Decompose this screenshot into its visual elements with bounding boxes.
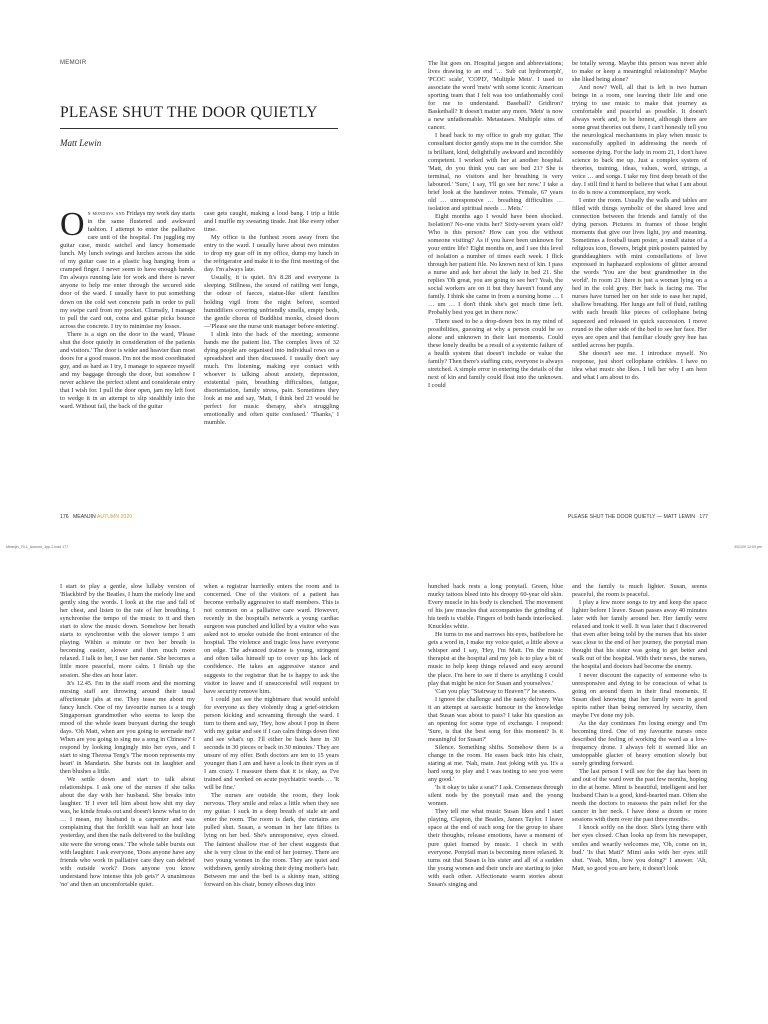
paragraph: case gets caught, making a loud bang. I trip a little and I muffle my swearing tirade. Just like every other time. xyxy=(204,210,339,234)
paragraph: I head back to my office to grab my guitar. The consultant doctor gently stops me in the corridor. She is brilliant, kind, delightfully awkward and incredibly competent. I worked with her at another hospital. 'Matt, do you think you can see bed 21? She is terminal, no visitors and her breathing is very laboured.' 'Sure,' I say, 'I'll go see her now.' I take a brief look at the handover notes. 'Female, 67 years old … unresponsive … breathing difficulties … isolation and spiritual needs … Mets.' xyxy=(428,132,563,212)
paragraph: It's 12.45. I'm in the staff room and the morning nursing staff are throwing around their usual affectionate jabs at me. They tease me about my fancy lunch. One of my favourite nurses is a tough Singaporean grandmother who seems to keep the mood of the whole team buoyant during the tough days. 'Oh Matt, when are you going to serenade me? When are you going to sing me a song in Chinese?' I respond by looking longingly into her eyes, and I start to sing Theresa Teng's 'The moon represents my heart' in Mandarin. She bursts out in laughter and then blushes a little. xyxy=(60,679,195,776)
top-column-3 xyxy=(428,60,563,508)
paragraph: I start to play a gentle, slow lullaby version of 'Blackbird' by the Beatles, I hum the melody line and gently sing the words. I look at the rise and fall of her chest, and listen to the rate of her breathing. I synchronise the tempo of the music to it and then start to slow the music down. Somehow her breath starts to synchronise with the slower tempo I am playing. Within a minute or two her breath is becoming easier, slower and then much more relaxed. I talk to her, I use her name. She becomes a little more peaceful, more calm. I finish up the session. She dies an hour later. xyxy=(60,583,195,679)
paragraph: I ignore the challenge and the nasty delivery. Was it an attempt at sarcastic humour in the knowledge that Susan was about to pass? I take his question as an opening for some type of exchange. I respond: 'Sure, is that the best song for this moment? Is it meaningful for Susan?' xyxy=(428,695,563,743)
magazine-name: MEANJIN xyxy=(72,514,96,520)
top-column-2 xyxy=(204,210,339,508)
footer-left xyxy=(60,514,132,520)
paragraph: We settle down and start to talk about relationships. I ask one of the nurses if she talks about the day with her husband. She breaks into laughter. 'If I ever tell him about how shit my day was, he kinda freaks out and doesn't know what to do … I mean, my husband is a carpenter and was complaining that the forklift was half an hour late yesterday, and then the nails delivered to the building site were the wrong ones.' The whole table bursts out with laughter. I ask everyone, 'Does anyone have any friends who work in palliative care they can debrief with outside work? Does anyone you know understand how intense this job gets?' A unanimous 'no' and then an uncomfortable quiet. xyxy=(60,776,195,888)
paragraph: I enter the room. Usually the walls and tables are filled with things symbolic of the shared love and connection between the friends and family of the dying person. Pictures in frames of those bright moments that give our lives light, joy and meaning. Sometimes a football team poster, a small statue of a religious icon, flowers, bright pink posters painted by granddaughters with mini constellations of love expressed in haphazard explosions of glitter around the words 'You are the best grandmother in the world'. In room 21 there is just a woman lying on a bed in the cold grey. Her back is facing me. The nurses have turned her on her side to ease her rapid, shallow breathing. Her lungs are full of fluid, rattling with each breath like pieces of cellophane being squeezed and released in quick succession. I move round to the other side of the bed to see her face. Her eyes are open and that familiar cloudy grey hue has settled across her pupils. xyxy=(572,196,707,349)
title-rule xyxy=(60,128,338,129)
paragraph: And now? Well, all that is left is two human beings in a room, one leaving their life and one trying to use music to make that journey as comfortable and peaceful as possible. It doesn't always work and, to be honest, although there are some great theories out there, I can't honestly tell you the neurological mechanisms in play when music is successfully applied in addressing the needs of someone dying. For the lady in room 21, I don't have science to back me up. Just a complex system of theories, training, ideas, values, word, strings, a voice … and songs. I take my first deep breath of the day. I still find it hard to believe that what I am about to do is now a commonplace, my work. xyxy=(572,84,707,196)
bottom-column-4 xyxy=(572,583,707,1024)
paragraph: I knock softly on the door. She's lying there with her eyes closed. Chan looks up from his newspaper, smiles and wearily welcomes me, 'Oh, come on in, bud.' 'Is that Matt?' Mimi asks with her eyes still shut. 'Yeah, Mim, how you doing?' I answer. 'Ah, Matt, so good you are here, it doesn't look xyxy=(572,824,707,872)
issue-label: AUTUMN 2020 xyxy=(96,514,133,520)
paragraph: They tell me what music Susan likes and I start playing, Clapton, the Beatles, James Taylor. I leave space at the end of each song for the group to share their thoughts, release emotions, have a moment of pure quiet framed by music. I check in with everyone. Ponytail man is becoming more relaxed. It turns out that Susan is his sister and all of a sudden the young women and their uncle are starting to joke with each other. Affectionate warm stories about Susan's singing and xyxy=(428,808,563,888)
paragraph: I play a few more songs to try and keep the space lighter before I leave. Susan passes away 40 minutes later with her family around her. Her family were relaxed and took it well. It was later that I discovered that even after being told by the nurses that his sister was close to the end of her journey, the ponytail man thought that his sister was going to get better and walk out of the hospital. With their news, the nurses, the hospital and doctors had become the enemy. xyxy=(572,599,707,671)
bottom-column-3 xyxy=(428,583,563,1024)
paragraph: I never discount the capacity of someone who is unresponsive and dying to be conscious of what is going on around them in their final moments. If Susan died knowing that her family were in good spirits rather than being removed by security, then maybe I've done my job. xyxy=(572,671,707,719)
smallcaps-lead: n mondays and xyxy=(87,210,125,217)
drop-cap: O xyxy=(60,210,85,243)
paragraph: There is a sign on the door to the ward, 'Please shut the door quietly in consideration of the patients and visitors.' The door is wider and heavier than most doors for a good reason. I'm not the most coordinated guy, and as hard as I try, I manage to squeeze myself and my baggage through the door, but somehow I never achieve the perfect silent and considerate entry that I wish for. I pull the door open, jam my left foot to wedge it in an attempt to slip stealthily into the ward. Without fail, the back of the guitar xyxy=(60,330,195,411)
author-byline: Matt Lewin xyxy=(60,138,102,148)
paragraph: when a registrar hurriedly enters the room and is concerned. One of the visitors of a patient has become verbally aggressive to staff members. This is not common on a palliative care ward. However, recently in the hospital's network a young cardiac surgeon was punched and killed by a visitor who was asked not to smoke outside the front entrance of the hospital. The violence and tragic loss have everyone on edge. The advanced trainee is young, stringent and often talks himself up to cover up his lack of confidence. He takes an aggressive stance and suggests to the registrar that he is happy to ask the visitor to leave and if unsuccessful will request to have security remove him. xyxy=(204,583,339,695)
top-column-1 xyxy=(60,210,195,508)
print-slug-left: Meanjin_79-1_Autumn_1pp-2.indd 177 xyxy=(6,545,69,549)
section-label: MEMOIR xyxy=(60,60,87,66)
paragraph: be totally wrong. Maybe this person was never able to make or keep a meaningful relationship? Maybe she liked being alone? xyxy=(572,60,707,84)
page-number-right: 177 xyxy=(699,514,708,520)
running-title: PLEASE SHUT THE DOOR QUIETLY — MATT LEWIN xyxy=(567,514,696,520)
paragraph: Usually, it is quiet. It's 8.28 and everyone is sleeping. Stillness, the sound of rattling wet lungs, the odour of faeces, statue-like silent families holding vigil from the night before, scented humidifiers covering unfriendly smells, empty beds, the gentle chorus of Buddhist monks, closed doors—'Please see the nurse unit manager before entering'. xyxy=(204,274,339,330)
paragraph: hunched back rests a long ponytail. Green, blue murky tattoos bleed into his droopy 60-year old skin. Every muscle in his body is clenched. The movement of his jaw muscles that accompanies the grinding of his teeth is visible. Fingers of both hands interlocked. Knuckles white. xyxy=(428,583,563,631)
paragraph: I could just see the nightmare that would unfold for everyone as they violently drag a grief-stricken person kicking and screaming through the ward. I turn to them and say, 'Hey, how about I pop in there with my guitar and see if I can calm things down first and see what's up. I'll either be back here in 30 seconds in 30 pieces or back in 30 minutes.' They are unsure of my offer. Both doctors are ten to 15 years younger than I am and have a look in their eyes as if I am crazy. I reassure them that it is okay, as I've trained and worked on acute psychiatric wards … 'It will be fine.' xyxy=(204,695,339,792)
footer-right xyxy=(568,514,708,520)
bottom-column-1 xyxy=(60,583,195,1024)
bottom-column-2 xyxy=(204,583,339,1024)
paragraph: Silence. Something shifts. Somehow there is a change in the room. He eases back into his chair, staring at me. 'Nah, mate. Just joking with ya. It's a hard song to play and I was testing to see you were any good.' xyxy=(428,743,563,784)
paragraph: I slink into the back of the meeting; someone hands me the patient list. The complex lives of 32 dying people are organised into individual rows on a spreadsheet and then discussed. I usually don't say much. I'm listening, making eye contact with whoever is talking about anxiety, depression, existential pain, breathing difficulties, fatigue, disorientation, family stress, pain. Sometimes they look at me and say, 'Matt, I think bed 23 would be perfect for music therapy, she's struggling emotionally and often quite confused.' 'Thanks,' I mumble. xyxy=(204,330,339,427)
paragraph: 'Can you play "Stairway to Heaven"?' he sneers. xyxy=(435,687,557,695)
paragraph: She doesn't see me. I introduce myself. No response, just short cellophane crinkles. I have no idea what music she likes. I tell her why I am here and what I am about to do. xyxy=(572,349,707,381)
paragraph: 'Is it okay to take a seat?' I ask. Consensus through silent nods by the ponytail man and the young women. xyxy=(428,784,563,808)
paragraph: There used to be a drop-down box in my mind of possibilities, guessing at why a person could be so alone and unknown in their last moments. Could these lonely deaths be a result of a systemic failure of a health system that doesn't include or value the family? Then there's staffing cuts, everyone is always stretched. A simple error in entering the details of the next of kin and family could float into the unknown. I could xyxy=(428,317,563,389)
paragraph: The last person I will see for the day has been in and out of the ward over the past few months, hoping to die at home. Mimi is beautiful, intelligent and her husband Chan is a good, kind-hearted man. Often she needs the doctors to reassess the pain relief for the cancer in her neck. I have done a dozen or more sessions with them over the past three months. xyxy=(572,768,707,824)
paragraph: The list goes on. Hospital jargon and abbreviations; lives drawing to an end '… Sub cut hydromorph', 'PCOC scale', 'COPD', 'Multiple Mets'. I used to associate the word 'mets' with some iconic American sporting team that I felt was too unfathomably cool for me to understand. Baseball? Gridiron? Basketball? It doesn't matter any more. 'Mets' is now a new unfathomable. Metastases. Multiple sites of cancer. xyxy=(428,60,563,132)
paragraph: He turns to me and narrows his eyes, baitbefore he gets a word in, I make my voice quiet, a little above a whisper and I say, 'Hey, I'm Matt. I'm the music therapist at the hospital and my job is to play a bit of music to help keep things relaxed and easy around the place. I'm here to see if there is anything I could play that might be nice for Susan and yourselves.' xyxy=(428,631,563,687)
paragraph: Eight months ago I would have been shocked. Isolation? No-one visits her? Sixty-seven years old? Who is this person? How can you die without someone visiting? As if you have been unknown for your entire life? Eight months on, and I see this level of isolation a number of times each week. I flick through her patient file. No known next of kin. I pass a nurse and ask her about the lady in bed 21. She replies 'Oh great, you are going to see her? Yeah, the social workers are on it but they haven't found any family. I think she came in from a nursing home … I … um … I don't think she's got much time left. Probably best you get in there now.' xyxy=(428,212,563,317)
paragraph: The nurses are outside the room, they look nervous. They smile and relax a little when they see my guitar. I suck in a deep breath of stale air and enter the room. The room is dark, the curtains are pulled shut. Susan, a woman in her late fifties is lying on her bed. She's unresponsive, eyes closed. The faintest shallow rise of her chest suggests that she is very close to the end of her journey. There are two young women in the room. They are quiet and withdrawn, gently stroking their dying mother's hair. Between me and the bed is a skinny man, sitting forward on his chair, boney elbows dug into xyxy=(204,792,339,888)
paragraph: and the family is much lighter. Susan, seems peaceful, the room is peaceful. xyxy=(572,583,707,599)
paragraph-text: Fridays my work day starts in the same flustered and awkward fashion. I attempt to enter the palliative care unit of the hospital. I'm juggling my guitar case, music satchel and fancy homemade lunch. My lunch swings and lurches across the side of my guitar case in a plastic bag hanging from a cramped finger. I never seem to have enough hands. I'm always running late for work and there is never anyone to help me enter through the secured side door of the ward. I usually have to put something down on the cold wet concrete path in order to pull my swipe card from my pocket. Clumsily, I manage to pull the card out, coins and guitar picks bounce across the concrete. I try to minimise my losses. xyxy=(60,210,195,330)
top-column-4 xyxy=(572,60,707,508)
page-number-left: 176 xyxy=(60,514,69,520)
article-title: PLEASE SHUT THE DOOR QUIETLY xyxy=(60,104,318,121)
print-slug-right: 3/01/20 12:04 pm xyxy=(734,545,762,549)
spread-divider xyxy=(0,521,768,555)
paragraph: As the day continues I'm losing energy and I'm becoming tired. One of my favourite nurses once described the feeling of working the ward as a low-frequency drone. I always felt it seemed like an unstoppable glacier of heavy emotion slowly but surely grinding forward. xyxy=(572,719,707,768)
paragraph: My office is the furthest room away from the entry to the ward. I usually have about two minutes to drop my gear off in my office, dump my lunch in the refrigerator and make it to the first meeting of the day. I'm always late. xyxy=(204,234,339,274)
opening-paragraph xyxy=(60,210,195,331)
